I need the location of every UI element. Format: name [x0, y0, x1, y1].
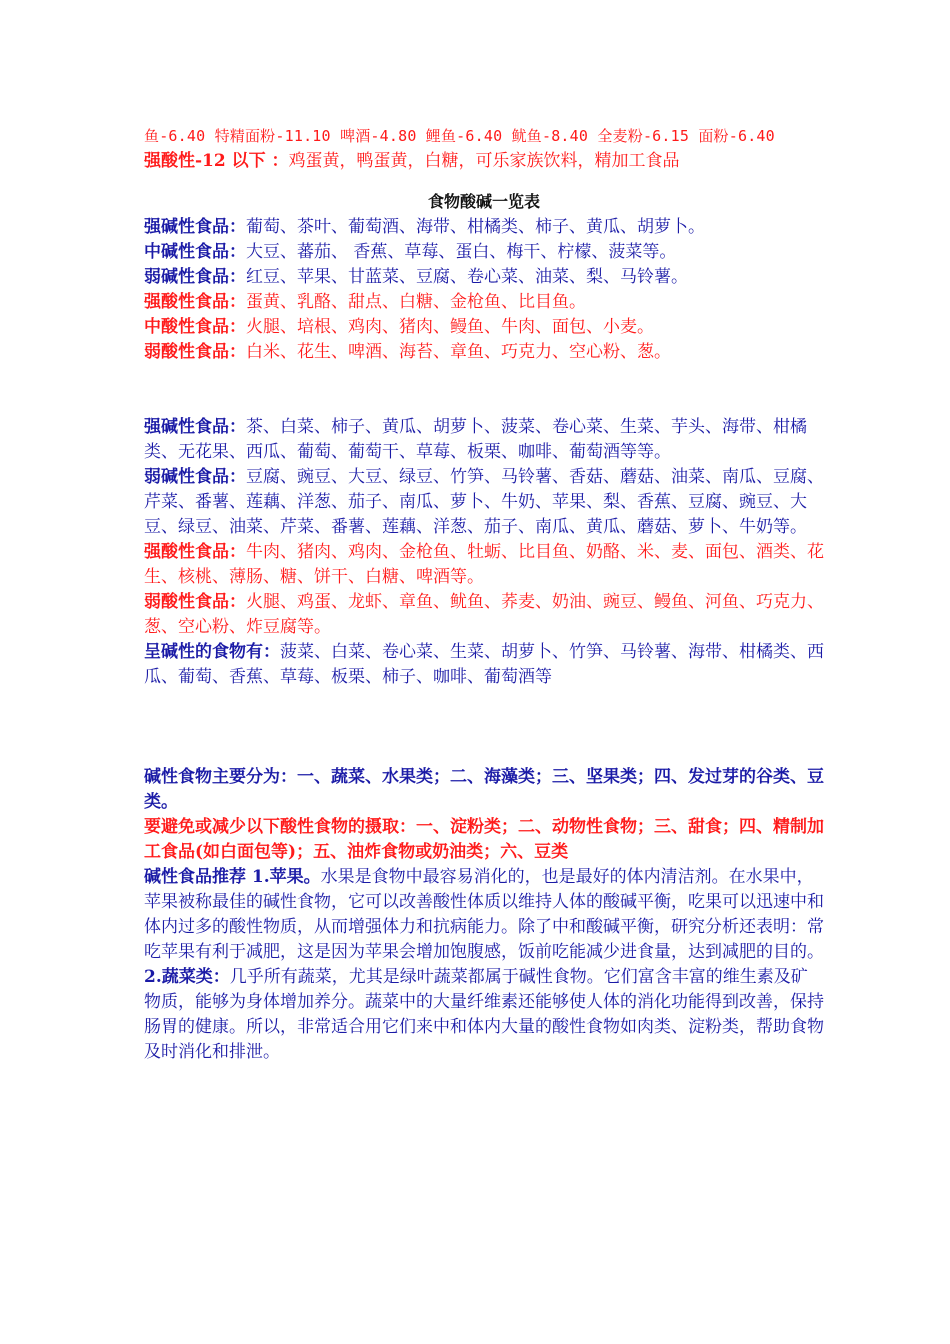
- item-label: 呈碱性的食物有：: [144, 642, 280, 662]
- item-text: 蛋黄、乳酪、甜点、白糖、金枪鱼、比目鱼。: [246, 292, 586, 312]
- food-list-1: [144, 215, 824, 365]
- item-label: 弱碱性食品：: [144, 467, 246, 487]
- list-item: [144, 415, 824, 465]
- list-item: [144, 240, 824, 265]
- list-item: [144, 540, 824, 590]
- list-item: [144, 340, 824, 365]
- list-item: [144, 215, 824, 240]
- list-item: [144, 640, 824, 690]
- apple-text: 水果是食物中最容易消化的，也是最好的体内清洁剂。在水果中，苹果被称最佳的碱性食物，它可以改善酸性体质以维持人体的酸碱平衡，吃果可以迅速中和体内过多的酸性物质，从而增强体力和抗病能力。除了中和酸碱平衡，研究分析还表明：常吃苹果有利于减肥，这是因为苹果会增加饱腹感，饭前吃能减少进食量，达到减肥的目的。: [144, 867, 824, 962]
- item-text: 白米、花生、啤酒、海苔、章鱼、巧克力、空心粉、葱。: [246, 342, 671, 362]
- acid-values-line: 鱼-6.40 特精面粉-11.10 啤酒-4.80 鲤鱼-6.40 鱿鱼-8.40 全麦粉-6.15 面粉-6.40: [144, 127, 775, 145]
- list-item: [144, 315, 824, 340]
- item-text: 火腿、培根、鸡肉、猪肉、鳗鱼、牛肉、面包、小麦。: [246, 317, 654, 337]
- item-label: 强碱性食品：: [144, 417, 246, 437]
- strong-acid-label: 强酸性-12 以下 ：: [144, 151, 289, 171]
- list-item: [144, 290, 824, 315]
- item-text: 牛肉、猪肉、鸡肉、金枪鱼、牡蛎、比目鱼、奶酪、米、麦、面包、酒类、花生、核桃、薄肠、糖、饼干、白糖、啤酒等。: [144, 542, 824, 587]
- spacer: [144, 365, 824, 415]
- vegetable-label: 2.蔬菜类：: [144, 967, 230, 987]
- item-text: 葡萄、茶叶、葡萄酒、海带、柑橘类、柿子、黄瓜、胡萝卜。: [246, 217, 705, 237]
- list-item: [144, 590, 824, 640]
- table-title: 食物酸碱一览表: [427, 192, 540, 211]
- item-text: 茶、白菜、柿子、黄瓜、胡萝卜、菠菜、卷心菜、生菜、芋头、海带、柑橘类、无花果、西瓜、葡萄、葡萄干、草莓、板栗、咖啡、葡萄酒等等。: [144, 417, 807, 462]
- item-label: 中酸性食品：: [144, 317, 246, 337]
- list-item: [144, 265, 824, 290]
- vegetable-recommendation: [144, 965, 824, 1065]
- spacer: [144, 690, 824, 765]
- strong-acid-text: 鸡蛋黄，鸭蛋黄，白糖，可乐家族饮料，精加工食品: [288, 151, 680, 171]
- apple-recommendation: [144, 865, 824, 965]
- item-label: 强碱性食品：: [144, 217, 246, 237]
- item-label: 强酸性食品：: [144, 292, 246, 312]
- item-text: 红豆、苹果、甘蓝菜、豆腐、卷心菜、油菜、梨、马铃薯。: [246, 267, 688, 287]
- item-label: 强酸性食品：: [144, 542, 246, 562]
- item-text: 豆腐、豌豆、大豆、绿豆、竹笋、马铃薯、香菇、蘑菇、油菜、南瓜、豆腐、芹菜、番薯、莲藕、洋葱、茄子、南瓜、萝卜、牛奶、苹果、梨、香蕉、豆腐、豌豆、大豆、绿豆、油菜、芹菜、番薯、莲藕、洋葱、茄子、南瓜、黄瓜、蘑菇、萝卜、牛奶等。: [144, 467, 824, 537]
- item-label: 弱酸性食品：: [144, 342, 246, 362]
- alkaline-categories: 碱性食物主要分为：一、蔬菜、水果类；二、海藻类；三、坚果类；四、发过芽的谷类、豆类。: [144, 767, 824, 812]
- document-body: [144, 124, 824, 1065]
- apple-label: 碱性食品推荐 1.苹果。: [144, 867, 321, 887]
- item-label: 弱酸性食品：: [144, 592, 246, 612]
- item-label: 弱碱性食品：: [144, 267, 246, 287]
- food-list-2: [144, 415, 824, 690]
- vegetable-text: 几乎所有蔬菜，尤其是绿叶蔬菜都属于碱性食物。它们富含丰富的维生素及矿物质，能够为身体增加养分。蔬菜中的大量纤维素还能够使人体的消化功能得到改善，保持肠胃的健康。所以，非常适合用它们来中和体内大量的酸性食物如肉类、淀粉类，帮助食物及时消化和排泄。: [144, 967, 824, 1062]
- list-item: [144, 465, 824, 540]
- strong-acid-line: [144, 149, 824, 174]
- item-label: 中碱性食品：: [144, 242, 246, 262]
- item-text: 火腿、鸡蛋、龙虾、章鱼、鱿鱼、荞麦、奶油、豌豆、鳗鱼、河鱼、巧克力、葱、空心粉、炸豆腐等。: [144, 592, 824, 637]
- item-text: 菠菜、白菜、卷心菜、生菜、胡萝卜、竹笋、马铃薯、海带、柑橘类、西瓜、葡萄、香蕉、草莓、板栗、柿子、咖啡、葡萄酒等: [144, 642, 824, 687]
- item-text: 大豆、蕃茄、 香蕉、草莓、蛋白、梅干、柠檬、菠菜等。: [246, 242, 677, 262]
- avoid-acid-foods: 要避免或减少以下酸性食物的摄取：一、淀粉类；二、动物性食物；三、甜食；四、精制加工食品(如白面包等)；五、油炸食物或奶油类；六、豆类: [144, 817, 824, 862]
